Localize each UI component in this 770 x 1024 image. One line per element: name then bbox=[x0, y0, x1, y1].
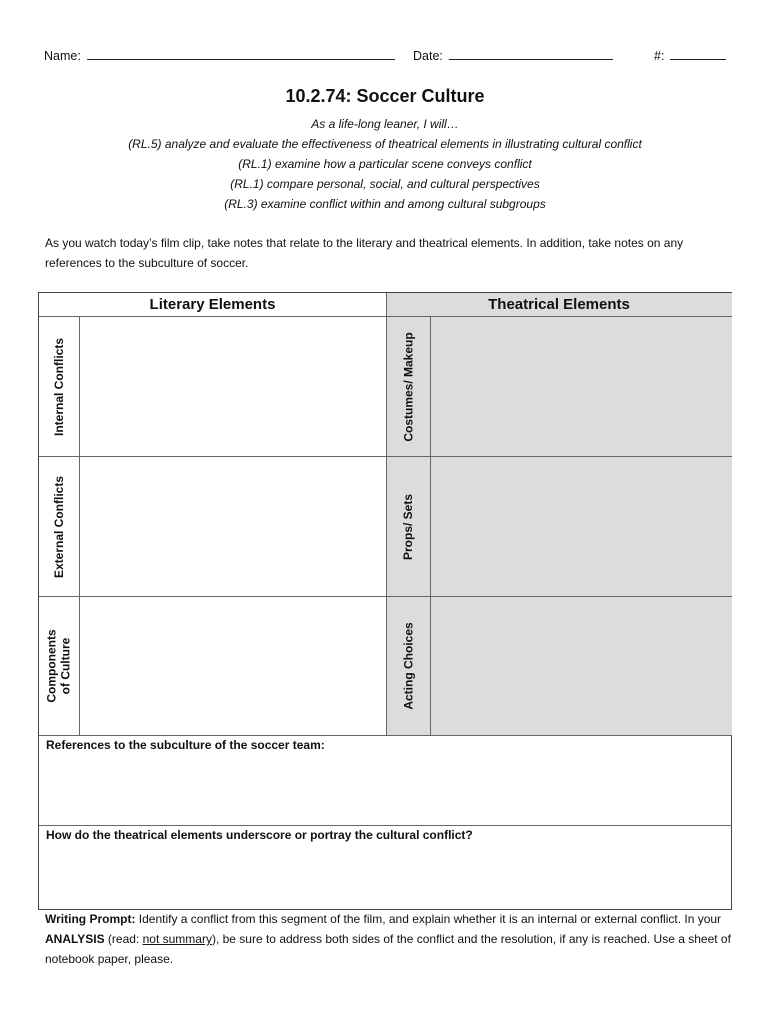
header-fields bbox=[44, 47, 728, 65]
number-blank[interactable] bbox=[670, 47, 726, 60]
props-sets-notes[interactable] bbox=[431, 457, 732, 596]
components-of-culture-label: Components of Culture bbox=[45, 629, 73, 703]
learning-objectives bbox=[0, 114, 770, 214]
cultural-conflict-box[interactable] bbox=[39, 826, 732, 910]
writing-prompt-text-1: Identify a conflict from this segment of the film, and explain whether it is an internal or external conflict. In your bbox=[135, 912, 722, 926]
name-label: Name: bbox=[44, 49, 81, 63]
objective-intro: As a life-long leaner, I will… bbox=[311, 117, 459, 131]
writing-prompt-text-3: ), be sure to address both sides of the conflict and the resolution, if any is reached. Use a sheet of notebook paper, please. bbox=[45, 932, 731, 966]
date-blank[interactable] bbox=[449, 47, 613, 60]
instructions-paragraph: As you watch today’s film clip, take notes that relate to the literary and theatrical elements. In addition, take notes on any references to the subculture of soccer. bbox=[45, 236, 684, 270]
number-label: #: bbox=[654, 49, 665, 63]
objective-rl5: (RL.5) analyze and evaluate the effectiveness of theatrical elements in illustrating cultural conflict bbox=[128, 137, 642, 151]
internal-conflicts-notes[interactable] bbox=[80, 317, 386, 456]
costumes-makeup-notes[interactable] bbox=[431, 317, 732, 456]
objective-rl1-perspectives: (RL.1) compare personal, social, and cultural perspectives bbox=[230, 177, 540, 191]
literary-elements-heading: Literary Elements bbox=[149, 296, 276, 313]
date-field[interactable] bbox=[413, 47, 613, 63]
number-field[interactable] bbox=[654, 47, 726, 63]
subculture-references-label: References to the subculture of the soccer team: bbox=[46, 738, 325, 752]
date-label: Date: bbox=[413, 49, 443, 63]
name-blank[interactable] bbox=[87, 47, 395, 60]
objective-rl1-scene: (RL.1) examine how a particular scene conveys conflict bbox=[238, 157, 532, 171]
notes-table bbox=[38, 292, 732, 910]
writing-prompt-label: Writing Prompt: bbox=[45, 912, 136, 926]
props-sets-label: Props/ Sets bbox=[401, 493, 416, 560]
not-summary-emphasis: not summary bbox=[142, 932, 212, 946]
analysis-emphasis: ANALYSIS bbox=[45, 932, 105, 946]
costumes-makeup-label: Costumes/ Makeup bbox=[401, 331, 416, 442]
external-conflicts-notes[interactable] bbox=[80, 457, 386, 596]
writing-prompt bbox=[45, 909, 735, 969]
worksheet-title: 10.2.74: Soccer Culture bbox=[285, 86, 485, 106]
objective-rl3: (RL.3) examine conflict within and among cultural subgroups bbox=[224, 197, 546, 211]
name-field[interactable] bbox=[44, 47, 395, 63]
subculture-references-box[interactable] bbox=[39, 736, 732, 825]
writing-prompt-text-2: (read: bbox=[104, 932, 143, 946]
theatrical-elements-heading: Theatrical Elements bbox=[488, 296, 630, 313]
internal-conflicts-label: Internal Conflicts bbox=[52, 337, 67, 436]
cultural-conflict-question: How do the theatrical elements underscore or portray the cultural conflict? bbox=[46, 828, 473, 842]
acting-choices-notes[interactable] bbox=[431, 597, 732, 735]
components-of-culture-notes[interactable] bbox=[80, 597, 386, 735]
acting-choices-label: Acting Choices bbox=[401, 622, 416, 710]
external-conflicts-label: External Conflicts bbox=[52, 475, 66, 578]
